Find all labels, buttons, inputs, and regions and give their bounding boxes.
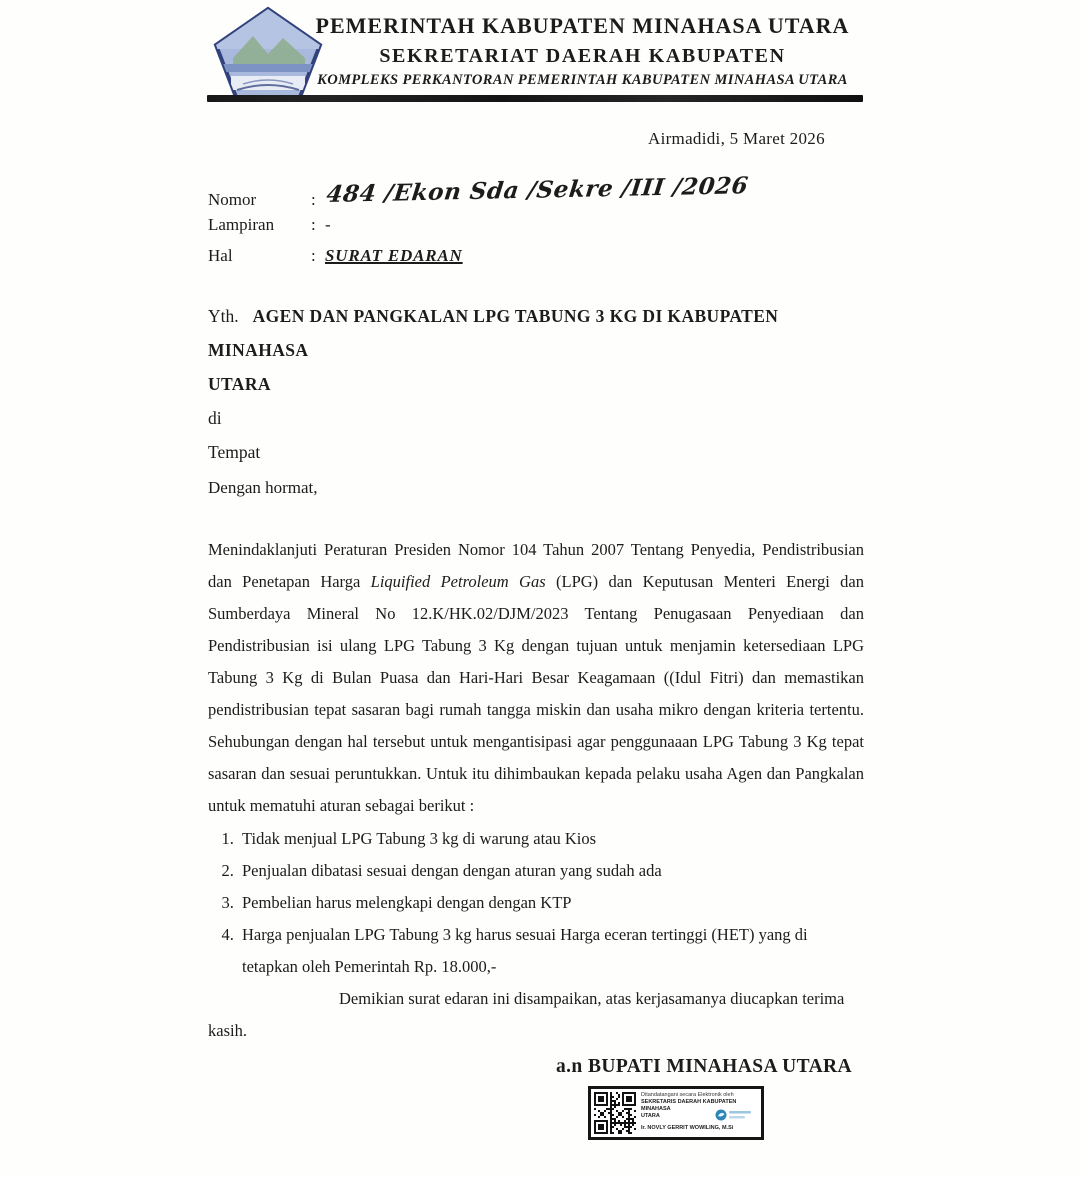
meta-row-lampiran (208, 215, 746, 246)
letterhead-divider (207, 95, 863, 102)
colon: : (311, 190, 316, 209)
stamp-text (641, 1092, 758, 1134)
recipient-block (208, 299, 878, 469)
qr-code-icon (594, 1092, 636, 1134)
stamp-line-3: UTARA (641, 1113, 660, 1120)
recipient-line-2: UTARA (208, 374, 271, 394)
hal-value: SURAT EDARAN (325, 246, 463, 265)
letter-date: Airmadidi, 5 Maret 2026 (648, 129, 825, 148)
recipient-tempat: Tempat (208, 442, 261, 462)
recipient-name: AGEN DAN PANGKALAN LPG TABUNG 3 KG DI KABUPATEN MINAHASA (208, 306, 779, 360)
stamp-signer-name: Ir. NOVLY GERRIT WOWILING, M.Si (641, 1124, 734, 1131)
lampiran-label: Lampiran (208, 215, 275, 234)
rules-list-item: 2. Penjualan dibatasi sesuai dengan dengan aturan yang sudah ada (238, 855, 864, 887)
stamp-line-1: Ditandatangani secara Elektronik oleh (641, 1092, 734, 1098)
paragraph-part-2: (LPG) dan Keputusan Menteri Energi dan Sumberdaya Mineral No 12.K/HK.02/DJM/2023 Tentang Penugasaan Penyediaan dan Pendistribusian isi ulang LPG Tabung 3 Kg dengan tujuan untuk menjamin ketersediaan LPG Tabung 3 Kg di Bulan Puasa dan Hari-Hari Besar Keagamaan ((Idul Fitri) dan memastikan pendistribusian tepat sasaran bagi rumah tangga miskin dan usaha mikro dengan kriteria tertentu. Sehubungan dengan hal tersebut untuk mengantisipasi agar penggunaaan LPG Tabung 3 Kg tepat sasaran dan sesuai peruntukkan. Untuk itu dihimbaukan kepada pelaku usaha Agen dan Pangkalan untuk mematuhi aturan sebagai berikut : (208, 572, 865, 815)
signature-title: a.n BUPATI MINAHASA UTARA (556, 1056, 853, 1077)
letter-body (208, 534, 864, 1047)
paragraph-italic-term: Liquified Petroleum Gas (370, 572, 546, 591)
letterhead-government-name: PEMERINTAH KABUPATEN MINAHASA UTARA (315, 13, 850, 38)
stamp-line-2: SEKRETARIS DAERAH KABUPATEN MINAHASA (641, 1099, 737, 1113)
yth-label: Yth. (208, 306, 239, 326)
letterhead-address: KOMPLEKS PERKANTORAN PEMERINTAH KABUPATEN MINAHASA UTARA (317, 72, 848, 89)
rules-list (208, 823, 864, 983)
colon: : (311, 215, 316, 234)
rules-list-item: 3. Pembelian harus melengkapi dengan dengan KTP (238, 887, 864, 919)
letterhead (300, 14, 865, 89)
colon: : (311, 246, 316, 265)
nomor-label: Nomor (208, 190, 257, 209)
bsre-logo (714, 1108, 756, 1122)
nomor-value-handwritten: 484 /Ekon Sda /Sekre /III /2026 (325, 172, 750, 208)
letter-meta (208, 172, 750, 277)
hal-label: Hal (208, 246, 233, 265)
rules-list-item: 4. Harga penjualan LPG Tabung 3 kg harus sesuai Harga eceran tertinggi (HET) yang di tetapkan oleh Pemerintah Rp. 18.000,- (238, 919, 864, 983)
recipient-di: di (208, 408, 222, 428)
recipient-line-1 (208, 299, 878, 367)
closing-sentence: Demikian surat edaran ini disampaikan, atas kerjasamanya diucapkan terima kasih. (208, 989, 845, 1040)
lampiran-value: - (325, 215, 331, 234)
salutation: Dengan hormat, (208, 478, 318, 497)
paragraph-part-1: Menindaklanjuti Peraturan Presiden Nomor 104 Tahun 2007 Tentang Penyedia, Pendistribusian dan Penetapan Harga (208, 540, 864, 591)
meta-row-nomor (208, 172, 750, 215)
body-paragraph (208, 534, 864, 822)
meta-row-hal (208, 246, 746, 277)
electronic-signature-stamp (588, 1086, 764, 1140)
rules-list-item: 1. Tidak menjual LPG Tabung 3 kg di warung atau Kios (238, 823, 864, 855)
letterhead-office-name: SEKRETARIAT DAERAH KABUPATEN (379, 45, 786, 68)
